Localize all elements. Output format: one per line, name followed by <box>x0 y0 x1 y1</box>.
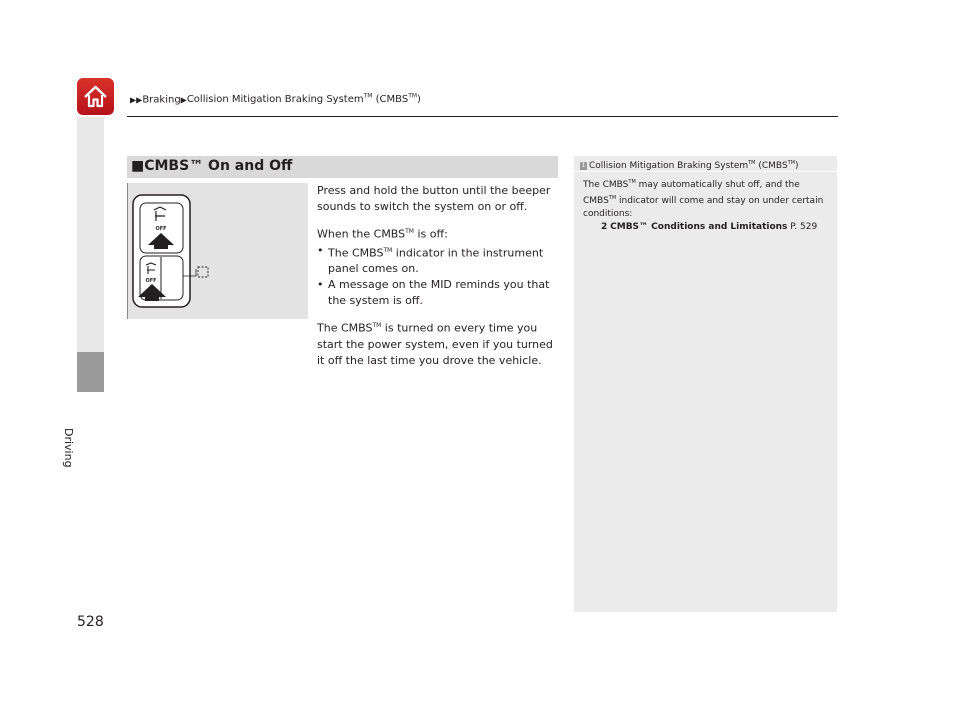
breadcrumb-link-braking[interactable]: Braking <box>142 94 181 106</box>
body-paragraph: The CMBS™ is turned on every time you start the power system, even if you turned it off the last time you drove the vehicle. <box>317 321 553 367</box>
list-item: • The CMBS™ indicator in the instrument panel comes on. <box>317 243 544 276</box>
home-icon <box>82 83 109 110</box>
breadcrumb-arrow-icon: ▶▶ <box>130 95 143 105</box>
list-item: • A message on the MID reminds you that the system is off. <box>317 278 550 308</box>
body-paragraph: Press and hold the button until the beeper sounds to switch the system on or off. <box>317 184 551 213</box>
cmbs-button-illustration <box>127 183 308 319</box>
breadcrumb-arrow-icon: ▶ <box>180 95 187 105</box>
page-number: 528 <box>77 614 104 630</box>
side-note-paragraph: The CMBS™ may automatically shut off, and the CMBS™ indicator will come and stay on under certain conditions: <box>583 179 824 219</box>
section-heading <box>127 156 558 178</box>
side-note-body <box>583 176 831 234</box>
section-body <box>317 183 562 369</box>
cross-reference-icon: 2 <box>601 222 608 232</box>
side-chapter-tab[interactable] <box>77 352 104 392</box>
cross-reference-link[interactable]: 2 CMBS™ Conditions and Limitations P. 529 <box>601 222 818 232</box>
header-divider <box>127 116 838 117</box>
side-note <box>574 156 837 612</box>
breadcrumb <box>130 93 421 105</box>
side-chapter-label: Driving <box>62 428 75 468</box>
side-note-divider <box>574 171 837 172</box>
body-paragraph: When the CMBS™ is off: <box>317 227 448 241</box>
bullet-icon: • <box>317 243 324 257</box>
breadcrumb-current: Collision Mitigation Braking System™ (CMBS™) <box>186 93 421 106</box>
note-marker-icon: 1 <box>581 162 586 169</box>
side-note-title: 1 Collision Mitigation Braking System™ (CMBS™) <box>581 160 799 171</box>
section-title: ■CMBS™ On and Off <box>131 158 293 174</box>
home-button[interactable] <box>77 78 114 115</box>
side-tab-background <box>77 117 104 352</box>
svg-text:OFF: OFF <box>155 226 167 232</box>
svg-text:OFF: OFF <box>145 278 157 284</box>
bullet-icon: • <box>317 278 324 292</box>
